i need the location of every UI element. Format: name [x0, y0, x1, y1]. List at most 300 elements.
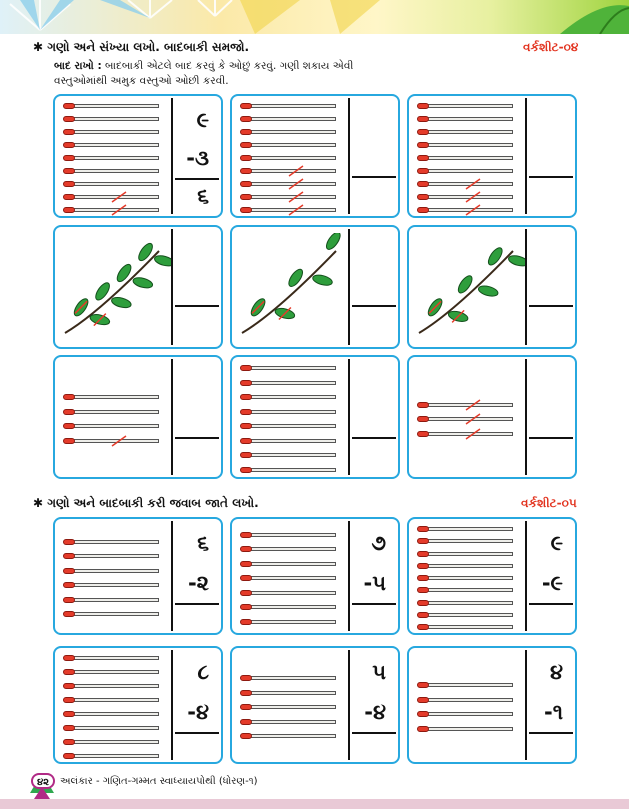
matchstick-head: [63, 739, 75, 745]
matchstick-shaft: [72, 612, 159, 616]
matchstick: [240, 575, 336, 581]
matchstick-head: [63, 725, 75, 731]
cross-out-mark: [465, 428, 481, 440]
matchstick-shaft: [72, 169, 159, 173]
matchstick-head: [63, 553, 75, 559]
matchstick: [63, 582, 159, 588]
twig-with-leaves: [413, 233, 525, 343]
matchstick-head: [63, 116, 75, 122]
minuend-number: ૯: [550, 531, 563, 555]
matchstick-head: [240, 575, 252, 581]
definition-line-1: [54, 60, 353, 73]
exercise-card: [230, 225, 400, 349]
matchstick-head: [240, 181, 252, 187]
matchstick-shaft: [426, 143, 513, 147]
exercise-card: [53, 225, 223, 349]
answer-line: [529, 305, 573, 307]
matchstick-head: [240, 380, 252, 386]
matchstick: [417, 526, 513, 532]
answer-line: [352, 732, 396, 734]
matchstick: [63, 711, 159, 717]
answer-line: [529, 437, 573, 439]
exercise-card: [407, 355, 577, 479]
matchstick-head: [63, 168, 75, 174]
matchstick: [240, 380, 336, 386]
matchstick-shaft: [426, 552, 513, 556]
matchstick: [240, 704, 336, 710]
matchstick-head: [240, 423, 252, 429]
divider-line: [525, 521, 527, 631]
matchstick-shaft: [249, 381, 336, 385]
matchstick-shaft: [249, 547, 336, 551]
divider-line: [348, 98, 350, 214]
matchstick: [417, 551, 513, 557]
matchstick-shaft: [426, 564, 513, 568]
matchstick: [63, 423, 159, 429]
matchstick: [417, 587, 513, 593]
matchstick-shaft: [249, 104, 336, 108]
matchstick-head: [417, 551, 429, 557]
matchstick-head: [240, 103, 252, 109]
matchstick-shaft: [72, 740, 159, 744]
matchstick: [240, 452, 336, 458]
divider-line: [348, 521, 350, 631]
matchstick-head: [240, 116, 252, 122]
matchstick-head: [417, 416, 429, 422]
matchstick-shaft: [249, 605, 336, 609]
matchstick-shaft: [426, 539, 513, 543]
matchstick: [417, 116, 513, 122]
matchstick: [240, 409, 336, 415]
matchstick: [417, 181, 513, 187]
matchstick: [240, 590, 336, 596]
matchstick-head: [240, 168, 252, 174]
subtrahend-number: -૪: [364, 700, 386, 724]
page-footer: [0, 768, 629, 796]
matchstick-head: [417, 155, 429, 161]
matchstick-head: [240, 207, 252, 213]
matchstick: [417, 682, 513, 688]
minuend-number: ૬: [197, 531, 209, 555]
matchstick-shaft: [72, 698, 159, 702]
matchstick-shaft: [249, 366, 336, 370]
matchstick-head: [417, 600, 429, 606]
exercise-card: [230, 355, 400, 479]
matchstick-shaft: [72, 670, 159, 674]
answer-line: [529, 176, 573, 178]
matchstick: [63, 568, 159, 574]
matchstick-head: [63, 655, 75, 661]
matchstick-head: [63, 103, 75, 109]
twig-with-leaves: [236, 233, 348, 343]
matchstick-shaft: [249, 533, 336, 537]
matchstick-head: [240, 438, 252, 444]
matchstick-shaft: [249, 117, 336, 121]
matchstick-shaft: [249, 468, 336, 472]
matchstick-shaft: [249, 591, 336, 595]
matchstick: [240, 155, 336, 161]
exercise-card: [230, 646, 400, 764]
matchstick-shaft: [426, 727, 513, 731]
cross-out-mark: [465, 399, 481, 411]
matchstick-shaft: [72, 598, 159, 602]
matchstick-shaft: [426, 712, 513, 716]
answer-line: [352, 603, 396, 605]
matchstick-head: [240, 604, 252, 610]
leaf: [153, 254, 171, 268]
matchstick: [417, 563, 513, 569]
matchstick: [240, 675, 336, 681]
matchstick-head: [417, 194, 429, 200]
matchstick-shaft: [72, 424, 159, 428]
matchstick: [240, 142, 336, 148]
exercise-card: [407, 225, 577, 349]
matchstick-shaft: [249, 143, 336, 147]
matchstick-head: [417, 682, 429, 688]
matchstick-shaft: [72, 583, 159, 587]
leaf: [477, 284, 499, 298]
matchstick: [417, 711, 513, 717]
matchstick-shaft: [72, 410, 159, 414]
matchstick-head: [417, 103, 429, 109]
leaf: [507, 254, 525, 268]
minuend-number: ૯: [196, 108, 209, 132]
matchstick-shaft: [426, 625, 513, 629]
matchstick-shaft: [426, 576, 513, 580]
divider-line: [171, 229, 173, 345]
cross-out-mark: [111, 191, 127, 203]
matchstick: [417, 416, 513, 422]
leaf: [312, 273, 334, 287]
matchstick-head: [417, 129, 429, 135]
leaf: [486, 246, 505, 268]
matchstick: [417, 103, 513, 109]
matchstick-head: [63, 129, 75, 135]
matchstick: [240, 619, 336, 625]
twig-with-leaves: [59, 233, 171, 343]
matchstick-head: [240, 409, 252, 415]
definition-line-2: વસ્તુઓમાંથી અમુક વસ્તુઓ ઓછી કરવી.: [54, 75, 229, 87]
cross-out-mark: [288, 204, 304, 216]
matchstick-shaft: [72, 554, 159, 558]
divider-line: [348, 229, 350, 345]
matchstick-shaft: [426, 683, 513, 687]
matchstick: [240, 181, 336, 187]
matchstick-shaft: [426, 130, 513, 134]
subtrahend-number: -૯: [541, 571, 563, 595]
matchstick: [240, 168, 336, 174]
matchstick: [63, 683, 159, 689]
matchstick-head: [240, 619, 252, 625]
minuend-number: ૫: [372, 660, 386, 684]
matchstick: [417, 726, 513, 732]
worksheet-label-04: વર્કશીટ-૦૪: [523, 40, 579, 54]
matchstick: [417, 155, 513, 161]
matchstick: [240, 604, 336, 610]
matchstick-head: [63, 568, 75, 574]
matchstick-shaft: [249, 705, 336, 709]
matchstick: [240, 532, 336, 538]
answer-line: [175, 603, 219, 605]
matchstick-head: [240, 675, 252, 681]
matchstick: [63, 394, 159, 400]
section-title-2: ✱ ગણો અને બાદબાકી કરી જવાબ જાતે લખો.: [33, 496, 259, 510]
matchstick-shaft: [426, 698, 513, 702]
matchstick: [240, 207, 336, 213]
matchstick-head: [63, 711, 75, 717]
matchstick-shaft: [72, 712, 159, 716]
matchstick: [240, 116, 336, 122]
matchstick-head: [240, 719, 252, 725]
matchstick-shaft: [249, 410, 336, 414]
matchstick-shaft: [426, 104, 513, 108]
matchstick-shaft: [72, 117, 159, 121]
matchstick-head: [240, 452, 252, 458]
matchstick-head: [240, 733, 252, 739]
matchstick-shaft: [72, 143, 159, 147]
footer-text: અલંકાર - ગણિત-ગમ્મત સ્વાધ્યાયપોથી (ધોરણ-૧): [60, 776, 258, 787]
matchstick-shaft: [72, 156, 159, 160]
cross-out-mark: [288, 191, 304, 203]
matchstick: [63, 669, 159, 675]
matchstick-head: [417, 612, 429, 618]
matchstick-shaft: [426, 527, 513, 531]
matchstick: [63, 597, 159, 603]
matchstick-head: [417, 624, 429, 630]
minuend-number: ૭: [371, 531, 386, 555]
exercise-card: [53, 646, 223, 764]
matchstick-head: [240, 194, 252, 200]
matchstick-head: [63, 194, 75, 200]
matchstick-head: [417, 575, 429, 581]
matchstick: [240, 690, 336, 696]
matchstick: [417, 431, 513, 437]
matchstick: [63, 409, 159, 415]
matchstick-shaft: [72, 130, 159, 134]
page-number: ૪૨: [31, 773, 55, 789]
matchstick: [63, 655, 159, 661]
definition-label: બાદ રાખો :: [54, 60, 102, 72]
matchstick-shaft: [72, 569, 159, 573]
subtrahend-number: -૫: [363, 571, 386, 595]
matchstick-head: [63, 409, 75, 415]
matchstick: [417, 402, 513, 408]
matchstick-head: [417, 538, 429, 544]
matchstick-head: [417, 431, 429, 437]
leaf: [111, 296, 133, 310]
matchstick-head: [63, 142, 75, 148]
matchstick: [240, 394, 336, 400]
matchstick: [63, 553, 159, 559]
cross-out-mark: [111, 204, 127, 216]
exercise-card: [230, 94, 400, 218]
matchstick-head: [417, 116, 429, 122]
matchstick: [417, 624, 513, 630]
matchstick: [63, 539, 159, 545]
matchstick-head: [240, 394, 252, 400]
answer-line: [352, 176, 396, 178]
matchstick-head: [63, 181, 75, 187]
matchstick-head: [63, 697, 75, 703]
matchstick-shaft: [72, 754, 159, 758]
matchstick: [240, 103, 336, 109]
matchstick-head: [240, 365, 252, 371]
answer-line: [352, 305, 396, 307]
matchstick: [240, 438, 336, 444]
matchstick-shaft: [249, 676, 336, 680]
matchstick: [63, 155, 159, 161]
matchstick-head: [63, 753, 75, 759]
matchstick-shaft: [249, 156, 336, 160]
matchstick: [63, 142, 159, 148]
exercise-card: [407, 94, 577, 218]
divider-line: [171, 650, 173, 760]
matchstick-head: [240, 155, 252, 161]
matchstick: [417, 697, 513, 703]
matchstick-shaft: [249, 620, 336, 624]
matchstick-head: [240, 590, 252, 596]
matchstick-shaft: [249, 453, 336, 457]
matchstick: [63, 438, 159, 444]
matchstick-head: [63, 394, 75, 400]
divider-line: [348, 650, 350, 760]
matchstick-shaft: [72, 540, 159, 544]
matchstick: [417, 538, 513, 544]
matchstick-shaft: [72, 104, 159, 108]
cross-out-mark: [465, 204, 481, 216]
matchstick-head: [63, 207, 75, 213]
leaf: [132, 276, 154, 290]
matchstick-shaft: [426, 601, 513, 605]
matchstick: [417, 168, 513, 174]
divider-line: [171, 98, 173, 214]
matchstick: [417, 575, 513, 581]
matchstick-shaft: [249, 691, 336, 695]
divider-line: [525, 359, 527, 475]
subtrahend-number: -૨: [187, 571, 209, 595]
matchstick-head: [417, 207, 429, 213]
matchstick-head: [63, 423, 75, 429]
matchstick-head: [417, 563, 429, 569]
matchstick: [417, 129, 513, 135]
exercise-card: [53, 355, 223, 479]
matchstick-shaft: [426, 117, 513, 121]
matchstick-shaft: [249, 562, 336, 566]
answer-line: [175, 732, 219, 734]
matchstick: [63, 181, 159, 187]
matchstick-shaft: [426, 588, 513, 592]
subtrahend-number: -૪: [187, 700, 209, 724]
matchstick-head: [417, 711, 429, 717]
matchstick-head: [240, 467, 252, 473]
matchstick: [63, 168, 159, 174]
leaf: [324, 233, 343, 252]
cross-out-mark: [465, 413, 481, 425]
divider-line: [171, 359, 173, 475]
exercise-card: [407, 517, 577, 635]
divider-line: [525, 650, 527, 760]
matchstick: [240, 719, 336, 725]
matchstick: [63, 753, 159, 759]
matchstick: [63, 207, 159, 213]
matchstick: [63, 116, 159, 122]
matchstick-head: [63, 539, 75, 545]
matchstick-shaft: [72, 182, 159, 186]
matchstick-head: [63, 438, 75, 444]
cross-out-mark: [465, 178, 481, 190]
matchstick-head: [417, 697, 429, 703]
leaf: [136, 241, 155, 263]
matchstick-head: [240, 142, 252, 148]
matchstick: [63, 697, 159, 703]
matchstick-head: [417, 142, 429, 148]
matchstick-head: [63, 597, 75, 603]
exercise-card: [53, 94, 223, 218]
matchstick-shaft: [249, 424, 336, 428]
matchstick-head: [63, 155, 75, 161]
subtrahend-number: -૧: [543, 700, 563, 724]
matchstick: [240, 546, 336, 552]
matchstick: [240, 365, 336, 371]
answer-line: [175, 305, 219, 307]
section-title-1: ✱ ગણો અને સંખ્યા લખો. બાદબાકી સમજો.: [33, 40, 250, 54]
cross-out-mark: [288, 178, 304, 190]
matchstick: [240, 194, 336, 200]
matchstick: [240, 561, 336, 567]
divider-line: [171, 521, 173, 631]
minuend-number: ૪: [549, 660, 563, 684]
minuend-number: ૮: [197, 660, 209, 684]
definition-text: બાદબાકી એટલે બાદ કરવું કે ઓછું કરવું. ગણી શકાય એવી: [101, 60, 354, 72]
header-banner: [0, 0, 629, 34]
cross-out-mark: [465, 191, 481, 203]
matchstick-shaft: [249, 395, 336, 399]
matchstick: [63, 611, 159, 617]
matchstick-shaft: [72, 684, 159, 688]
answer-line: [529, 732, 573, 734]
matchstick: [63, 103, 159, 109]
matchstick-head: [240, 546, 252, 552]
exercise-card: [230, 517, 400, 635]
matchstick-shaft: [249, 576, 336, 580]
matchstick: [417, 194, 513, 200]
matchstick-head: [240, 532, 252, 538]
matchstick-shaft: [72, 726, 159, 730]
answer-line: [529, 603, 573, 605]
matchstick-head: [63, 683, 75, 689]
matchstick: [240, 129, 336, 135]
matchstick: [417, 612, 513, 618]
matchstick-head: [417, 168, 429, 174]
matchstick-head: [417, 726, 429, 732]
matchstick: [63, 129, 159, 135]
matchstick-shaft: [426, 613, 513, 617]
matchstick: [240, 467, 336, 473]
divider-line: [525, 229, 527, 345]
matchstick-head: [417, 526, 429, 532]
matchstick: [63, 739, 159, 745]
cross-out-mark: [288, 165, 304, 177]
matchstick: [63, 194, 159, 200]
matchstick-head: [240, 129, 252, 135]
matchstick-shaft: [249, 439, 336, 443]
matchstick: [417, 600, 513, 606]
matchstick-head: [240, 690, 252, 696]
matchstick: [240, 733, 336, 739]
answer-line: [175, 437, 219, 439]
matchstick-shaft: [249, 720, 336, 724]
cross-out-mark: [111, 435, 127, 447]
